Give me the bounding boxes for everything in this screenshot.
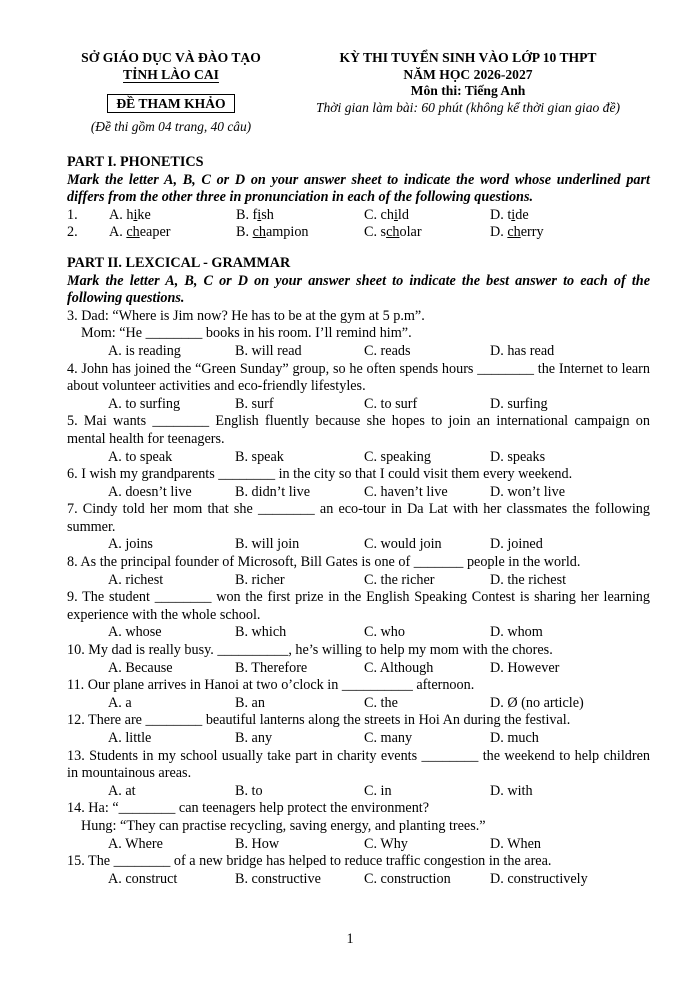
answer-options xyxy=(67,396,650,414)
answer-option: A. doesn’t live xyxy=(108,483,192,500)
answer-option: A. hike xyxy=(109,206,151,223)
answer-option: D. whom xyxy=(490,624,543,641)
question-text: 3. Dad: “Where is Jim now? He has to be at the gym at 5 p.m”. xyxy=(67,307,425,324)
header-right xyxy=(298,50,638,116)
answer-options xyxy=(67,624,650,642)
answer-option: B. speak xyxy=(235,448,284,465)
answer-option: C. speaking xyxy=(364,448,431,465)
exam-page-note: (Đề thi gồm 04 trang, 40 câu) xyxy=(90,118,252,134)
question-text: 5. Mai wants ________ English fluently because she hopes to join an international campaign on mental health for teenagers. xyxy=(67,413,650,447)
question-text: 9. The student ________ won the first prize in the English Speaking Contest is sharing her learning experience with the whole school. xyxy=(67,589,650,623)
answer-options xyxy=(67,449,650,467)
part1-title: PART I. PHONETICS xyxy=(67,154,204,170)
answer-option: C. construction xyxy=(364,870,451,887)
school-year: NĂM HỌC 2026-2027 xyxy=(403,66,533,82)
phonetics-row xyxy=(67,207,650,225)
answer-option: A. is reading xyxy=(108,342,181,359)
underlined-part: i xyxy=(133,206,138,223)
question-text: 8. As the principal founder of Microsoft, Bill Gates is one of _______ people in the world. xyxy=(67,554,581,571)
answer-option: D. When xyxy=(490,835,541,852)
answer-option: C. in xyxy=(364,782,392,799)
answer-option: C. would join xyxy=(364,536,442,553)
underlined-part: i xyxy=(511,206,516,223)
exam-header xyxy=(0,50,700,140)
underlined-part: ch xyxy=(252,224,266,241)
answer-option: A. Where xyxy=(108,835,163,852)
answer-options xyxy=(67,783,650,801)
answer-option: A. construct xyxy=(108,870,178,887)
answer-option: D. speaks xyxy=(490,448,546,465)
answer-option: C. haven’t live xyxy=(364,483,448,500)
answer-option: C. many xyxy=(364,730,413,746)
question-text: 4. John has joined the “Green Sunday” group, so he often spends hours ________ the Internet to learn about volunteer activities and eco-friendly lifestyles. xyxy=(67,360,650,395)
answer-options xyxy=(67,660,650,678)
answer-option: A. richest xyxy=(108,571,164,588)
question-dialogue-line: Hung: “They can practise recycling, saving energy, and planting trees.” xyxy=(81,817,486,834)
answer-options xyxy=(67,484,650,502)
page-number: 1 xyxy=(346,931,354,947)
question-text: 11. Our plane arrives in Hanoi at two o’clock in __________ afternoon. xyxy=(67,677,475,694)
answer-option: B. How xyxy=(235,835,280,852)
province-name: TỈNH LÀO CAI xyxy=(123,66,219,82)
answer-option: B. champion xyxy=(236,224,309,241)
time-allowed: Thời gian làm bài: 60 phút (không kể thời gian giao đề) xyxy=(315,99,621,115)
question-number: 1. xyxy=(67,206,78,223)
answer-option: B. will join xyxy=(235,536,300,553)
answer-options xyxy=(67,730,650,748)
question-item xyxy=(67,413,650,466)
answer-option: D. joined xyxy=(490,536,543,553)
answer-option: A. whose xyxy=(108,624,162,641)
question-text: 13. Students in my school usually take part in charity events ________ the weekend to help children in mountainous areas. xyxy=(67,747,650,782)
answer-option: A. Because xyxy=(108,659,173,676)
answer-option: B. fish xyxy=(236,206,274,223)
phonetics-questions xyxy=(67,207,650,242)
answer-option: C. the richer xyxy=(364,571,435,588)
answer-option: B. constructive xyxy=(235,870,321,887)
question-text: 14. Ha: “________ can teenagers help protect the environment? xyxy=(67,800,430,817)
answer-option: D. won’t live xyxy=(490,483,566,500)
underlined-part: ch xyxy=(386,224,400,241)
question-item xyxy=(67,677,650,712)
question-item xyxy=(67,712,650,747)
answer-option: C. Although xyxy=(364,659,434,676)
question-item xyxy=(67,800,650,853)
question-item xyxy=(67,554,650,589)
question-text: 15. The ________ of a new bridge has helped to reduce traffic congestion in the area. xyxy=(67,853,552,870)
answer-option: D. However xyxy=(490,659,560,676)
answer-options xyxy=(67,871,650,889)
reference-exam-label: ĐỀ THAM KHẢO xyxy=(107,94,234,113)
question-item xyxy=(67,308,650,361)
answer-option: A. at xyxy=(108,782,136,799)
answer-option: D. constructively xyxy=(490,870,588,887)
answer-option: C. the xyxy=(364,694,398,711)
answer-option: B. will read xyxy=(235,342,302,359)
underlined-part: i xyxy=(393,206,398,223)
question-item xyxy=(67,589,650,642)
header-left xyxy=(66,50,276,135)
question-item xyxy=(67,642,650,677)
part2-title: PART II. LEXCICAL - GRAMMAR xyxy=(67,254,291,271)
answer-option: B. which xyxy=(235,624,287,641)
answer-option: C. reads xyxy=(364,342,411,359)
answer-option: A. a xyxy=(108,694,132,711)
underlined-part: ch xyxy=(507,224,521,241)
answer-option: C. to surf xyxy=(364,395,418,412)
exam-title: KỲ THI TUYỂN SINH VÀO LỚP 10 THPT xyxy=(339,50,597,65)
question-item xyxy=(67,748,650,801)
question-item xyxy=(67,501,650,554)
answer-option: A. cheaper xyxy=(109,224,171,241)
answer-options xyxy=(67,536,650,554)
answer-option: D. Ø (no article) xyxy=(490,694,584,711)
answer-option: B. any xyxy=(235,730,273,746)
answer-option: B. Therefore xyxy=(235,659,308,676)
question-item xyxy=(67,466,650,501)
question-dialogue-line: Mom: “He ________ books in his room. I’ll remind him”. xyxy=(81,325,412,342)
answer-option: C. who xyxy=(364,624,405,641)
exam-content xyxy=(67,154,650,888)
question-text: 10. My dad is really busy. __________, he’s willing to help my mom with the chores. xyxy=(67,642,553,659)
answer-options xyxy=(67,695,650,713)
answer-options xyxy=(67,343,650,361)
answer-option: D. has read xyxy=(490,342,555,359)
part2-instruction: Mark the letter A, B, C or D on your answer sheet to indicate the best answer to each of the following questions. xyxy=(67,272,650,307)
answer-option: D. the richest xyxy=(490,571,567,588)
question-text: 12. There are ________ beautiful lanterns along the streets in Hoi An during the festival. xyxy=(67,712,571,729)
answer-option: A. little xyxy=(108,730,152,746)
answer-options xyxy=(67,836,650,854)
answer-options xyxy=(67,572,650,590)
answer-option: B. to xyxy=(235,782,263,799)
underlined-part: i xyxy=(257,206,262,223)
answer-option: B. richer xyxy=(235,571,285,588)
answer-option: D. with xyxy=(490,782,533,799)
question-item xyxy=(67,853,650,888)
answer-option: C. Why xyxy=(364,835,408,852)
question-text: 7. Cindy told her mom that she ________ an eco-tour in Da Lat with her classmates the following summer. xyxy=(67,501,650,535)
answer-option: D. tide xyxy=(490,206,529,223)
answer-option: A. to surfing xyxy=(108,395,181,412)
subject: Môn thi: Tiếng Anh xyxy=(410,83,526,98)
answer-option: A. joins xyxy=(108,536,153,553)
answer-option: C. scholar xyxy=(364,224,422,241)
answer-option: D. cherry xyxy=(490,224,544,241)
question-number: 2. xyxy=(67,224,78,241)
answer-option: C. child xyxy=(364,206,409,223)
answer-option: A. to speak xyxy=(108,448,173,465)
department-name: SỞ GIÁO DỤC VÀ ĐÀO TẠO xyxy=(81,50,261,65)
grammar-questions xyxy=(67,308,650,889)
part1-instruction: Mark the letter A, B, C or D on your answer sheet to indicate the word whose underlined part differs from the other three in pronunciation in each of the following questions. xyxy=(67,171,650,206)
question-item xyxy=(67,361,650,414)
answer-option: D. much xyxy=(490,730,539,746)
answer-option: D. surfing xyxy=(490,395,548,412)
answer-option: B. an xyxy=(235,694,265,711)
phonetics-row xyxy=(67,224,650,242)
answer-option: B. surf xyxy=(235,395,274,412)
underlined-part: ch xyxy=(126,224,140,241)
answer-option: B. didn’t live xyxy=(235,483,311,500)
question-text: 6. I wish my grandparents ________ in the city so that I could visit them every weekend. xyxy=(67,466,573,483)
